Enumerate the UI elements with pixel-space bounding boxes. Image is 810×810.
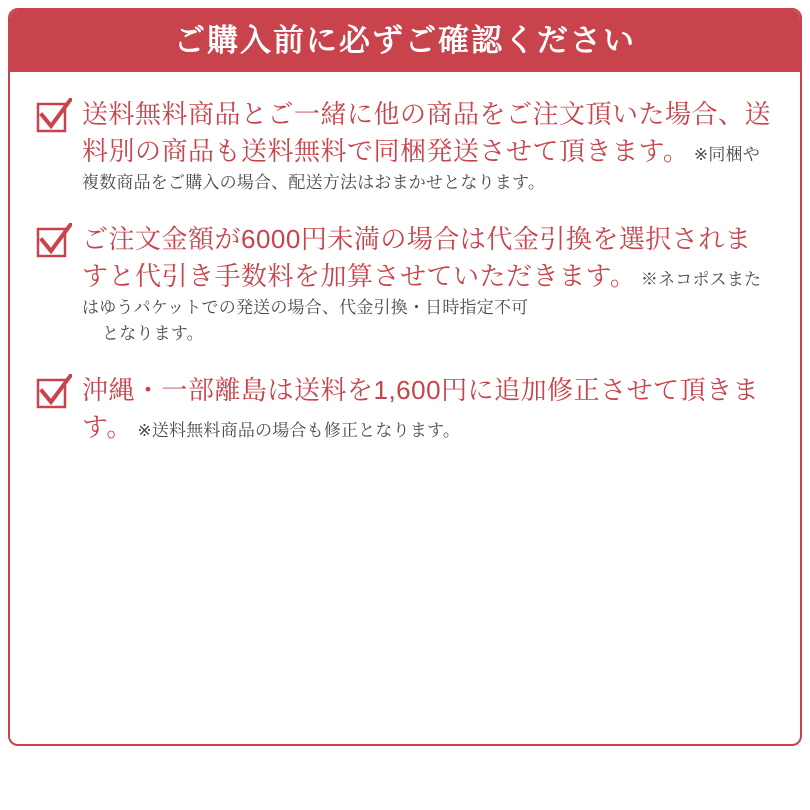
notice-item-main: 沖縄・一部離島は送料を1,600円に追加修正させて頂きます。 <box>82 375 760 443</box>
notice-item-sub-line2: となります。 <box>102 323 204 343</box>
notice-card <box>8 8 802 746</box>
notice-item-main: ご注文金額が6000円未満の場合は代金引換を選択されますと代引き手数料を加算させていただきます。 <box>82 224 752 292</box>
notice-item <box>36 372 774 446</box>
checkbox-checked-icon <box>36 223 72 259</box>
notice-item-main: 送料無料商品とご一緒に他の商品をご注文頂いた場合、送料別の商品も送料無料で同梱発送させて頂きます。 <box>82 99 772 166</box>
notice-body <box>10 72 800 744</box>
notice-item-text <box>82 96 774 195</box>
notice-item-sub-line1: ※ネコポスまたはゆうパケットでの発送の場合、代金引換・日時指定不可 <box>82 270 762 318</box>
checkbox-checked-icon <box>36 98 72 134</box>
checkbox-checked-icon <box>36 374 72 410</box>
notice-item <box>36 96 774 195</box>
notice-item-sub-line1: ※同梱や複数商品をご購入の場合、配送方法はおまかせとなります。 <box>82 144 760 192</box>
notice-item-sub-line1: ※送料無料商品の場合も修正となります。 <box>137 421 461 441</box>
notice-item-sub <box>137 421 460 440</box>
notice-item-text <box>82 372 774 446</box>
notice-item-text <box>82 221 774 346</box>
notice-header-title: ご購入前に必ずご確認ください <box>10 10 800 72</box>
notice-item <box>36 221 774 346</box>
